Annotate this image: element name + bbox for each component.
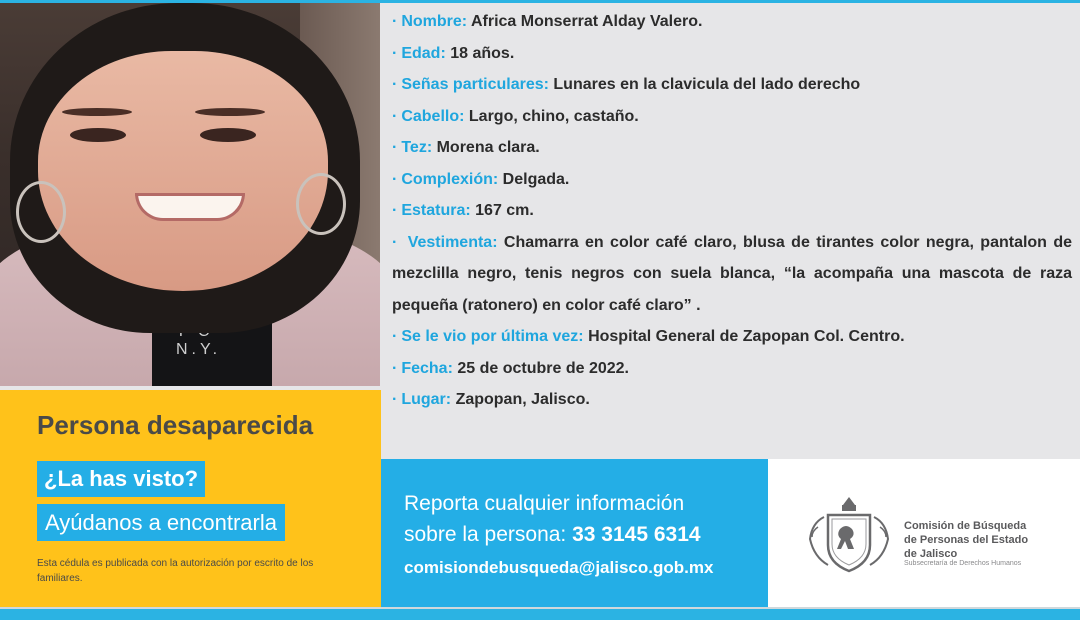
field-value: Chamarra en color café claro, blusa de tirantes color negra, pantalon de mezclilla negro, tenis negros con suela blanca, “la acompaña una mascota de raza pequeña (ratonero) en color café claro” . bbox=[392, 233, 1073, 314]
field-label: Vestimenta: bbox=[407, 233, 498, 251]
report-phone[interactable]: 33 3145 6314 bbox=[572, 523, 701, 546]
field-label: Cabello: bbox=[401, 107, 465, 125]
field-value: 18 años. bbox=[450, 44, 515, 62]
photo-face bbox=[38, 51, 328, 291]
photo-earring-left bbox=[16, 181, 66, 243]
person-details bbox=[392, 6, 1072, 416]
photo-brow-left bbox=[62, 108, 132, 116]
field-edad bbox=[392, 38, 1072, 70]
bullet: · bbox=[392, 359, 398, 377]
report-line-2-prefix: sobre la persona: bbox=[404, 523, 573, 546]
field-ultima-vez bbox=[392, 321, 1072, 353]
yellow-panel bbox=[0, 390, 381, 609]
authorization-note: Esta cédula es publicada con la autorización por escrito de los familiares. bbox=[37, 558, 314, 584]
missing-person-title: Persona desaparecida bbox=[37, 410, 314, 440]
missing-person-photo bbox=[0, 3, 380, 386]
field-cabello bbox=[392, 101, 1072, 133]
bullet: · bbox=[392, 202, 398, 219]
photo-smile bbox=[135, 193, 245, 221]
field-value: Lunares en la clavicula del lado derecho bbox=[553, 76, 861, 93]
bullet: · bbox=[392, 76, 398, 93]
report-line-1: Reporta cualquier información bbox=[404, 492, 685, 515]
bullet: · bbox=[392, 391, 398, 408]
photo-earring-right bbox=[296, 173, 346, 235]
photo-eye-right bbox=[200, 128, 256, 142]
photo-eye-left bbox=[70, 128, 126, 142]
field-lugar bbox=[392, 384, 1072, 416]
field-complexion bbox=[392, 164, 1072, 196]
organization-name bbox=[904, 519, 1028, 561]
field-label: Fecha: bbox=[401, 359, 453, 377]
help-find-her-badge: Ayúdanos a encontrarla bbox=[37, 504, 285, 541]
bottom-accent-bar bbox=[0, 609, 1080, 620]
organization-name-line-1: Comisión de Búsqueda bbox=[904, 520, 1027, 532]
field-label: Señas particulares: bbox=[401, 76, 549, 93]
field-label: Estatura: bbox=[401, 202, 471, 219]
field-value: 167 cm. bbox=[475, 202, 534, 219]
field-value: Africa Monserrat Alday Valero. bbox=[470, 13, 703, 30]
bullet: · bbox=[392, 328, 398, 345]
photo-brow-right bbox=[195, 108, 265, 116]
organization-name-line-3: de Jalisco bbox=[904, 548, 958, 560]
field-value: Hospital General de Zapopan Col. Centro. bbox=[588, 328, 905, 345]
field-value: Zapopan, Jalisco. bbox=[455, 391, 590, 408]
bullet: · bbox=[392, 13, 398, 30]
field-label: Tez: bbox=[401, 139, 433, 156]
field-nombre bbox=[392, 6, 1072, 38]
field-value: Morena clara. bbox=[436, 139, 540, 156]
field-value: Largo, chino, castaño. bbox=[468, 107, 639, 125]
field-estatura bbox=[392, 195, 1072, 227]
jalisco-seal-icon bbox=[804, 491, 894, 579]
bullet: · bbox=[392, 170, 398, 188]
bullet: · bbox=[392, 139, 398, 156]
report-line-2 bbox=[404, 523, 701, 547]
field-value: 25 de octubre de 2022. bbox=[457, 359, 629, 377]
have-you-seen-her-badge: ¿La has visto? bbox=[37, 461, 205, 497]
organization-name-line-2: de Personas del Estado bbox=[904, 534, 1029, 546]
field-vestimenta bbox=[392, 227, 1072, 322]
report-panel bbox=[381, 459, 768, 609]
photo-shirt-text: N.Y. bbox=[176, 341, 222, 358]
organization-panel bbox=[768, 459, 1080, 609]
organization-subtitle: Subsecretaría de Derechos Humanos bbox=[904, 560, 1022, 567]
report-email[interactable]: comisiondebusqueda@jalisco.gob.mx bbox=[404, 558, 714, 577]
field-tez bbox=[392, 132, 1072, 164]
field-label: Nombre: bbox=[401, 13, 468, 30]
bullet: · bbox=[392, 233, 398, 251]
bullet: · bbox=[392, 44, 398, 62]
field-senas bbox=[392, 69, 1072, 101]
field-label: Lugar: bbox=[401, 391, 452, 408]
bullet: · bbox=[392, 107, 398, 125]
field-label: Complexión: bbox=[401, 170, 499, 188]
field-label: Edad: bbox=[401, 44, 446, 62]
field-fecha bbox=[392, 353, 1072, 385]
field-value: Delgada. bbox=[502, 170, 570, 188]
field-label: Se le vio por última vez: bbox=[401, 328, 584, 345]
